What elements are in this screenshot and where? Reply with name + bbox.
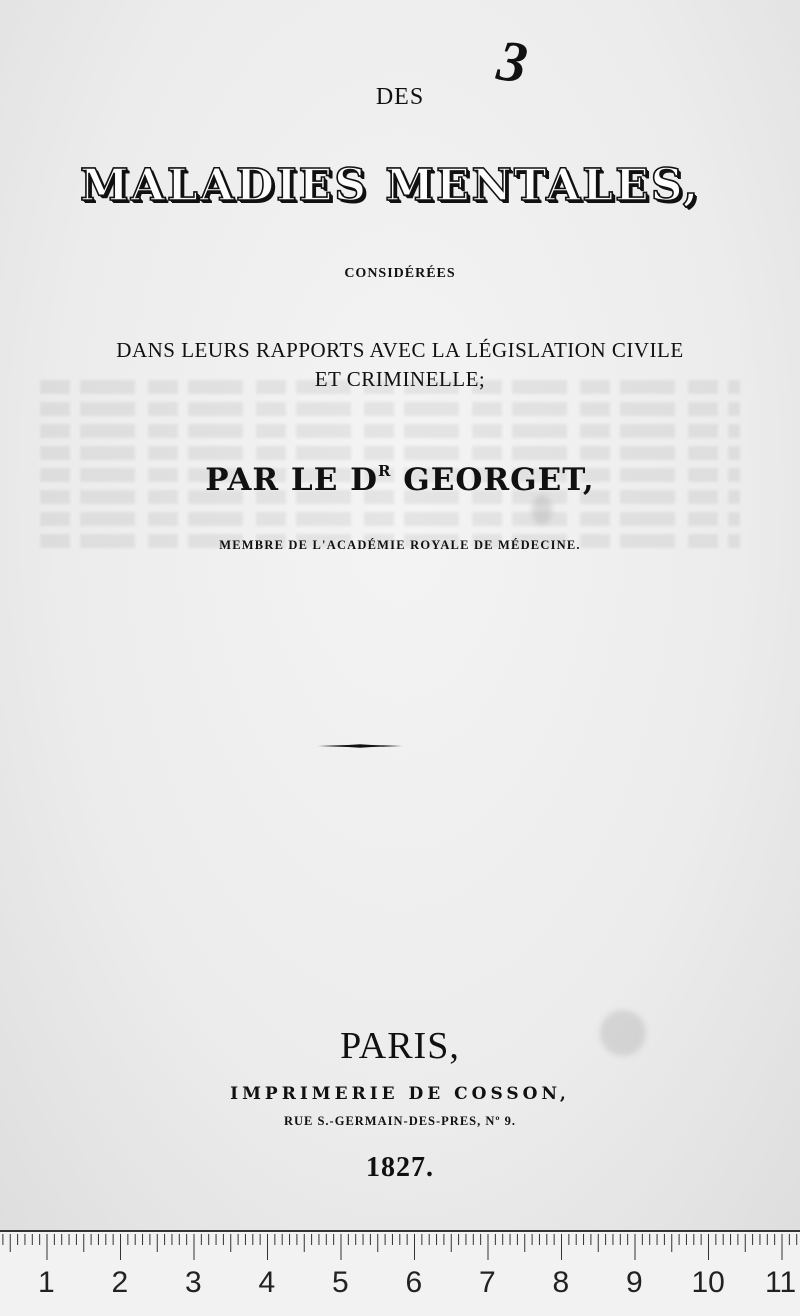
author-name: GEORGET, — [391, 462, 595, 498]
ruler-number: 11 — [765, 1266, 797, 1299]
author-affiliation: MEMBRE DE L'ACADÉMIE ROYALE DE MÉDECINE. — [219, 538, 581, 552]
author-superscript: R — [378, 462, 392, 480]
imprint-printer: IMPRIMERIE DE COSSON, — [230, 1084, 570, 1104]
considerees-line: CONSIDÉRÉES — [344, 266, 456, 281]
ruler-number: 1 — [38, 1266, 55, 1299]
imprint-city: PARIS, — [340, 1025, 460, 1067]
stain-spot — [532, 495, 552, 525]
ruler-number: 9 — [626, 1266, 643, 1299]
subtitle-line-2: ET CRIMINELLE; — [314, 367, 486, 391]
title-des: DES — [375, 84, 425, 110]
ornamental-rule — [318, 744, 402, 748]
folio-mark: 3 — [493, 27, 532, 96]
subtitle-line-1: DANS LEURS RAPPORTS AVEC LA LÉGISLATION CIVILE — [116, 338, 684, 362]
author-prefix: PAR LE D — [205, 462, 379, 498]
ruler-number: 3 — [185, 1266, 202, 1299]
main-title: MALADIES MENTALES, — [80, 160, 701, 211]
imprint-address: RUE S.-GERMAIN-DES-PRES, Nº 9. — [283, 1114, 517, 1128]
bleed-through-text — [40, 380, 740, 800]
ruler-number: 2 — [111, 1266, 129, 1299]
ruler-number: 6 — [405, 1266, 423, 1299]
author-line — [0, 462, 800, 498]
ruler-number: 7 — [479, 1266, 496, 1299]
ruler-number: 4 — [258, 1266, 276, 1299]
ruler-number: 10 — [691, 1266, 725, 1299]
imprint-year: 1827. — [366, 1152, 434, 1183]
ruler-number: 8 — [552, 1266, 570, 1299]
measuring-ruler — [0, 1230, 800, 1316]
ruler-number: 5 — [332, 1266, 349, 1299]
